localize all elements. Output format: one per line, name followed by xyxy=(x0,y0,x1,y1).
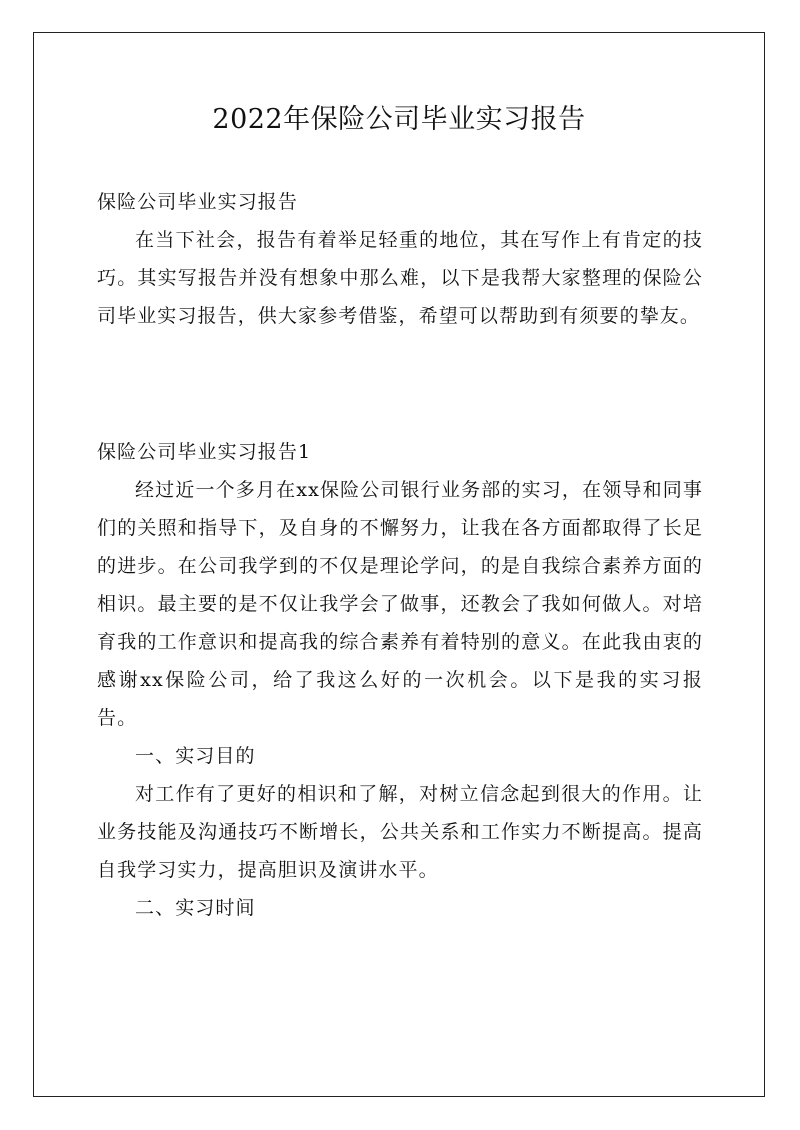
section-1-paragraph: 经过近一个多月在xx保险公司银行业务部的实习，在领导和同事们的关照和指导下，及自身的不懈努力，让我在各方面都取得了长足的进步。在公司我学到的不仅是理论学问，的是自我综合素养方面的相识。最主要的是不仅让我学会了做事，还教会了我如何做人。对培育我的工作意识和提高我的综合素养有着特别的意义。在此我由衷的感谢xx保险公司，给了我这么好的一次机会。以下是我的实习报告。 xyxy=(97,479,703,729)
intro-paragraph: 在当下社会，报告有着举足轻重的地位，其在写作上有肯定的技巧。其实写报告并没有想象中那么难，以下是我帮大家整理的保险公司毕业实习报告，供大家参考借鉴，希望可以帮助到有须要的挚友。 xyxy=(97,229,703,327)
heading-internship-purpose: 一、实习目的 xyxy=(135,745,256,767)
heading-internship-time: 二、实习时间 xyxy=(135,897,256,919)
document-title: 2022年保险公司毕业实习报告 xyxy=(212,104,586,135)
intro-block xyxy=(97,183,703,335)
section-1-title: 保险公司毕业实习报告1 xyxy=(97,441,312,463)
subtitle: 保险公司毕业实习报告 xyxy=(97,191,299,213)
purpose-paragraph: 对工作有了更好的相识和了解，对树立信念起到很大的作用。让业务技能及沟通技巧不断增长，公共关系和工作实力不断提高。提高自我学习实力，提高胆识及演讲水平。 xyxy=(97,783,703,881)
section-1-block xyxy=(97,433,703,927)
